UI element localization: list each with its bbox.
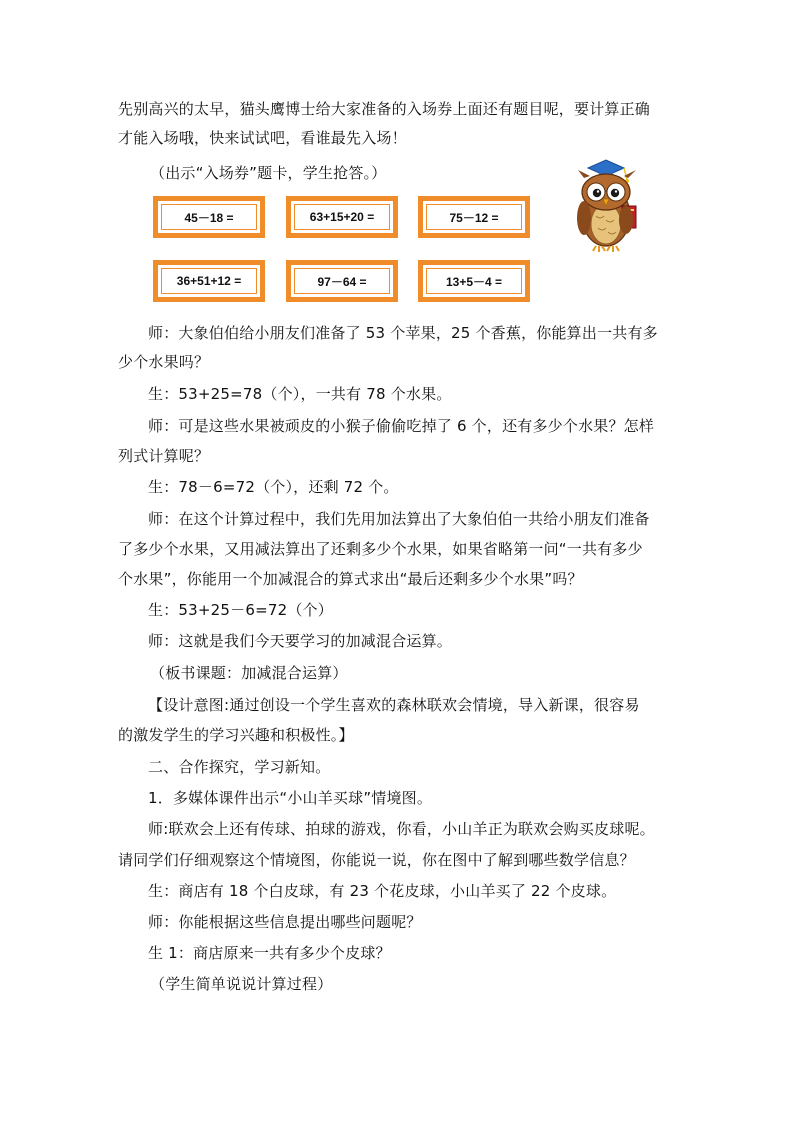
paragraph-line: （出示“入场券”题卡，学生抢答。） [150,164,387,182]
paragraph-line: 【设计意图:通过创设一个学生喜欢的森林联欢会情境，导入新课，很容易 [148,696,640,714]
paragraph-line: 师：大象伯伯给小朋友们准备了 53 个苹果，25 个香蕉，你能算出一共有多 [148,324,658,342]
ticket-card [286,196,398,238]
paragraph-line: 生 1：商店原来一共有多少个皮球？ [148,944,391,962]
ticket-card [286,260,398,302]
ticket-expression: 36+51+12 = [161,268,257,294]
paragraph-line: 师：这就是我们今天要学习的加减混合运算。 [148,632,453,650]
paragraph-line: 生：53+25－6=72（个） [148,601,333,619]
ticket-expression: 13+5－4 = [426,268,522,294]
owl-professor-icon [566,154,648,254]
ticket-expression: 45－18 = [161,204,257,230]
paragraph-line: 先别高兴的太早，猫头鹰博士给大家准备的入场券上面还有题目呢，要计算正确 [118,100,651,118]
paragraph-line: （学生简单说说计算过程） [150,975,333,993]
ticket-card [418,196,530,238]
paragraph-line: （板书课题：加减混合运算） [150,664,348,682]
paragraph-line: 才能入场哦，快来试试吧，看谁最先入场！ [118,129,407,147]
paragraph-line: 师:联欢会上还有传球、拍球的游戏，你看，小山羊正为联欢会购买皮球呢。 [148,820,655,838]
ticket-expression: 97－64 = [294,268,390,294]
paragraph-line: 师：在这个计算过程中，我们先用加法算出了大象伯伯一共给小朋友们准备 [148,510,650,528]
paragraph-line: 生：53+25=78（个），一共有 78 个水果。 [148,385,452,403]
ticket-expression: 75－12 = [426,204,522,230]
paragraph-line: 了多少个水果，又用减法算出了还剩多少个水果，如果省略第一问“一共有多少 [118,540,643,558]
paragraph-line: 师：你能根据这些信息提出哪些问题呢？ [148,913,422,931]
paragraph-line: 师：可是这些水果被顽皮的小猴子偷偷吃掉了 6 个，还有多少个水果？怎样 [148,417,655,435]
paragraph-line: 少个水果吗？ [118,353,210,371]
ticket-expression: 63+15+20 = [294,204,390,230]
section-heading: 二、合作探究，学习新知。 [148,758,331,776]
paragraph-line: 请同学们仔细观察这个情境图，你能说一说，你在图中了解到哪些数学信息？ [118,851,635,869]
ticket-card [153,260,265,302]
paragraph-line: 生：商店有 18 个白皮球，有 23 个花皮球，小山羊买了 22 个皮球。 [148,882,617,900]
paragraph-line: 列式计算呢？ [118,447,210,465]
paragraph-line: 的激发学生的学习兴趣和积极性。】 [118,726,354,744]
paragraph-line: 个水果”，你能用一个加减混合的算式求出“最后还剩多少个水果”吗？ [118,570,583,588]
ticket-card [418,260,530,302]
paragraph-line: 1．多媒体课件出示“小山羊买球”情境图。 [148,789,433,807]
ticket-card [153,196,265,238]
paragraph-line: 生：78－6=72（个），还剩 72 个。 [148,478,399,496]
